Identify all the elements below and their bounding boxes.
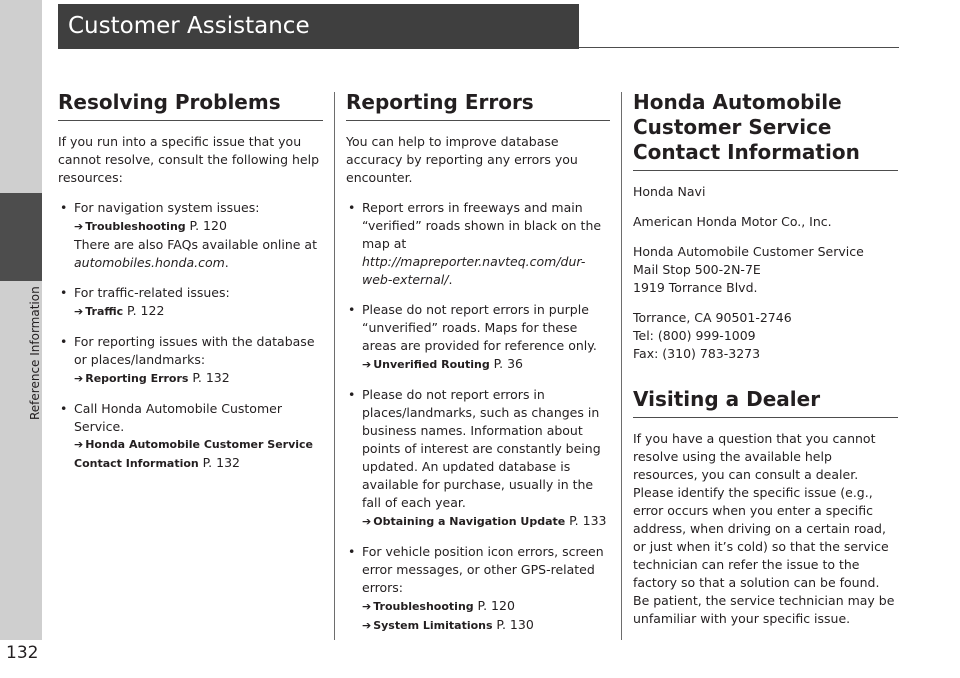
reference-arrow-icon: ➔ xyxy=(362,600,372,613)
reference-arrow-icon: ➔ xyxy=(362,515,372,528)
bullet-text: • Please do not report errors in places/landmarks, such as changes in business names. Information about points of interest are constantly being updated. An updated database is available for purchase, usually in the fall of each year. xyxy=(362,387,601,510)
ref-page: P. 132 xyxy=(202,455,240,470)
column-divider xyxy=(621,92,622,640)
faq-text: There are also FAQs available online at xyxy=(74,237,317,252)
ref-label: Obtaining a Navigation Update xyxy=(373,515,566,528)
ref-link-troubleshooting[interactable] xyxy=(362,597,610,616)
bullet-text: • Please do not report errors in purple “unverified” roads. Maps for these areas are provided for reference only. xyxy=(362,302,597,353)
ref-link-troubleshooting[interactable] xyxy=(74,217,323,236)
heading-resolving: Resolving Problems xyxy=(58,90,323,121)
call-text: • Call Honda Automobile Customer Service. xyxy=(74,401,282,434)
reference-arrow-icon: ➔ xyxy=(362,358,372,371)
list-item xyxy=(58,400,323,473)
reference-arrow-icon: ➔ xyxy=(362,619,372,632)
ref-label: Troubleshooting xyxy=(85,220,186,233)
ref-label: Honda Automobile Customer Service Contact Information xyxy=(74,438,313,470)
ref-page: P. 120 xyxy=(189,218,227,233)
reporting-url[interactable]: http://mapreporter.navteq.com/dur-web-external/ xyxy=(362,254,586,287)
address-line: Honda Automobile Customer Service xyxy=(633,244,864,259)
resolving-intro: If you run into a specific issue that you cannot resolve, consult the following help resources: xyxy=(58,134,320,185)
faq-url[interactable]: automobiles.honda.com xyxy=(74,255,225,270)
dealer-text: If you have a question that you cannot resolve using the available help resources, you can consult a dealer. Please identify the specific issue (e.g., error occurs when you enter a specific address, when driving on a certain road, or just when it’s cold) so that the service technician can refer the issue to the factory so that a solution can be found. Be patient, the service technician may be unfamiliar with your specific issue. xyxy=(633,431,895,626)
ref-link-reporting-errors[interactable] xyxy=(74,369,323,388)
ref-link-traffic[interactable] xyxy=(74,302,323,321)
list-item xyxy=(346,386,610,531)
column-divider xyxy=(334,92,335,640)
faq-end: . xyxy=(224,255,229,270)
reference-arrow-icon: ➔ xyxy=(74,220,84,233)
side-section-label: Reference Information xyxy=(28,286,42,420)
ref-page: P. 132 xyxy=(192,370,230,385)
side-tab-marker xyxy=(0,193,42,281)
ref-link-contact-info[interactable] xyxy=(74,436,323,473)
ref-label: Troubleshooting xyxy=(373,600,474,613)
heading-contact: Honda Automobile Customer Service Contact Information xyxy=(633,90,898,171)
phone-number: Tel: (800) 999-1009 xyxy=(633,328,756,343)
column-resolving xyxy=(58,90,323,473)
bullet-end: . xyxy=(448,272,453,287)
reference-arrow-icon: ➔ xyxy=(74,438,84,451)
list-item xyxy=(346,301,610,374)
ref-page: P. 130 xyxy=(496,617,534,632)
list-item xyxy=(346,543,610,635)
ref-label: Traffic xyxy=(85,305,124,318)
contact-line: Honda Navi xyxy=(633,184,706,199)
nav-issues-text: • For navigation system issues: xyxy=(74,200,260,215)
ref-link-navigation-update[interactable] xyxy=(362,512,610,531)
reporting-intro: You can help to improve database accuracy by reporting any errors you encounter. xyxy=(346,134,578,185)
reference-arrow-icon: ➔ xyxy=(74,372,84,385)
column-reporting xyxy=(346,90,610,635)
contact-line: American Honda Motor Co., Inc. xyxy=(633,214,832,229)
page-number: 132 xyxy=(6,643,39,663)
heading-dealer: Visiting a Dealer xyxy=(633,387,898,418)
ref-label: Reporting Errors xyxy=(85,372,189,385)
bullet-text: Report errors in freeways and main “verified” roads shown in black on the map at xyxy=(362,200,602,251)
fax-number: Fax: (310) 783-3273 xyxy=(633,346,761,361)
address-line: Mail Stop 500-2N-7E xyxy=(633,262,761,277)
traffic-issues-text: • For traffic-related issues: xyxy=(74,285,230,300)
ref-label: System Limitations xyxy=(373,619,493,632)
address-line: 1919 Torrance Blvd. xyxy=(633,280,758,295)
contact-address xyxy=(633,243,898,297)
ref-page: P. 122 xyxy=(127,303,165,318)
title-rule xyxy=(579,47,899,48)
list-item xyxy=(346,199,610,289)
ref-link-unverified-routing[interactable] xyxy=(362,355,610,374)
ref-page: P. 36 xyxy=(493,356,524,371)
bullet-text: • For vehicle position icon errors, screen error messages, or other GPS-related errors: xyxy=(362,544,604,595)
page-title: Customer Assistance xyxy=(68,13,310,39)
column-contact xyxy=(633,90,898,628)
ref-page: P. 133 xyxy=(569,513,607,528)
address-city: Torrance, CA 90501-2746 xyxy=(633,310,792,325)
database-issues-text: • For reporting issues with the database or places/landmarks: xyxy=(74,334,315,367)
contact-city-phone xyxy=(633,309,898,363)
ref-label: Unverified Routing xyxy=(373,358,490,371)
title-bar xyxy=(58,4,579,49)
heading-reporting: Reporting Errors xyxy=(346,90,610,121)
reference-arrow-icon: ➔ xyxy=(74,305,84,318)
ref-link-system-limitations[interactable] xyxy=(362,616,610,635)
list-item xyxy=(58,199,323,272)
list-item xyxy=(58,284,323,321)
list-item xyxy=(58,333,323,388)
ref-page: P. 120 xyxy=(477,598,515,613)
